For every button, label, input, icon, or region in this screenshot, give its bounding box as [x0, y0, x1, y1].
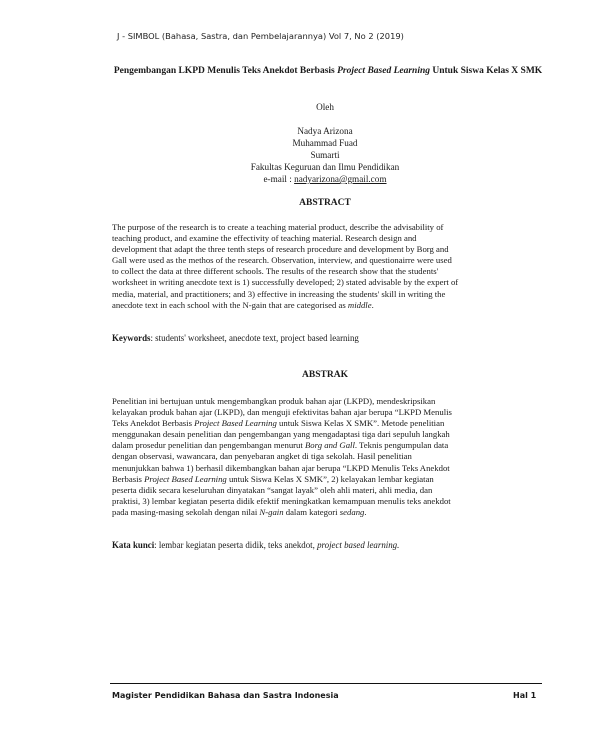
page-number: Hal 1	[513, 691, 537, 700]
abstract-line: The purpose of the research is to create a teaching material product, describe the advisability of	[112, 222, 444, 232]
title-part1: Pengembangan LKPD Menulis Teks Anekdot Berbasis	[113, 66, 338, 76]
abstract-line: teaching product, and examine the effectivity of teaching material. Research design and	[112, 233, 417, 244]
kata-kunci-italic: project based learning.	[317, 540, 400, 550]
abstrak-keywords	[112, 540, 546, 550]
footer-program: Magister Pendidikan Bahasa dan Sastra Indonesia	[112, 691, 339, 700]
keywords-text: : students' worksheet, anecdote text, project based learning	[150, 333, 359, 343]
email-line	[100, 174, 550, 185]
abstract-line: Gall were used as the methos of the research. Observation, interview, and questionairre were used	[112, 255, 452, 266]
abstract-paragraph	[112, 222, 546, 311]
keywords-label: Keywords	[112, 333, 151, 343]
abstrak-line: dalam prosedur penelitian dan pengembangan menurut Borg and Gall. Teknis pengumpulan data	[112, 440, 449, 451]
abstract-line: anecdote text in each school with the N-gain that are categorised as middle.	[112, 299, 374, 310]
abstrak-line: peserta didik secara keseluruhan dinyatakan “sangat layak” oleh ahli materi, ahli media, dan	[112, 484, 433, 495]
email-link[interactable]: nadyarizona@gmail.com	[294, 174, 387, 184]
abstrak-line: dengan observasi, wawancara, dan penyebaran angket di tiga sekolah. Hasil penelitian	[112, 451, 412, 462]
abstract-line: worksheet in writing anecdote text is 1) successfully developed; 2) stated advisable by the expert of	[112, 277, 459, 288]
abstract-keywords	[112, 333, 546, 343]
abstrak-line: menggunakan desain penelitian dan pengembangan yang mengadaptasi tiga dari sepuluh langkah	[112, 429, 450, 440]
author-name: Nadya Arizona	[297, 126, 353, 136]
abstrak-line: kelayakan produk bahan ajar (LKPD), dan menguji efektivitas bahan ajar berupa “LKPD Menulis	[112, 407, 452, 418]
abstract-line: to collect the data at three different schools. The results of the research show that the students'	[112, 266, 439, 277]
abstrak-line: menunjukkan bahwa 1) berhasil dikembangkan bahan ajar berupa “LKPD Menulis Teks Anekdot	[112, 462, 450, 473]
title-part2: Untuk Siswa Kelas X SMK	[430, 66, 543, 76]
abstrak-line: praktisi, 3) lembar kegiatan peserta didik efektif meningkatkan kemampuan menulis teks anekdot	[112, 495, 451, 506]
journal-header: J - SIMBOL (Bahasa, Sastra, dan Pembelajarannya) Vol 7, No 2 (2019)	[117, 31, 404, 41]
paper-title	[110, 65, 546, 77]
abstract-heading: ABSTRACT	[299, 198, 351, 208]
kata-kunci-label: Kata kunci	[112, 540, 155, 550]
abstrak-line: pada masing-masing sekolah dengan nilai N-gain dalam kategori sedang.	[112, 506, 367, 517]
footer-divider	[110, 683, 542, 684]
abstrak-line: Teks Anekdot Berbasis Project Based Learning untuk Siswa Kelas X SMK”. Metode penelitian	[112, 418, 445, 429]
abstrak-line: Berbasis Project Based Learning untuk Siswa Kelas X SMK”, 2) kelayakan lembar kegiatan	[112, 473, 434, 484]
author-name: Sumarti	[310, 150, 340, 160]
abstrak-line: Penelitian ini bertujuan untuk mengembangkan produk bahan ajar (LKPD), mendeskripsikan	[112, 396, 436, 406]
title-italic: Project Based Learning	[337, 66, 430, 76]
kata-kunci-text: : lembar kegiatan peserta didik, teks anekdot,	[154, 540, 318, 550]
abstract-line: development that adapt the three tenth steps of research procedure and development by Borg and	[112, 244, 449, 255]
abstrak-heading: ABSTRAK	[302, 370, 348, 380]
abstrak-paragraph	[112, 396, 546, 518]
author-name: Muhammad Fuad	[292, 138, 358, 148]
oleh-label: Oleh	[316, 102, 334, 112]
abstract-line: media, material, and practitioners; and 3) effective in increasing the students' skill in writing the	[112, 288, 446, 299]
affiliation: Fakultas Keguruan dan Ilmu Pendidikan	[250, 162, 400, 172]
email-label: e-mail :	[263, 174, 295, 184]
